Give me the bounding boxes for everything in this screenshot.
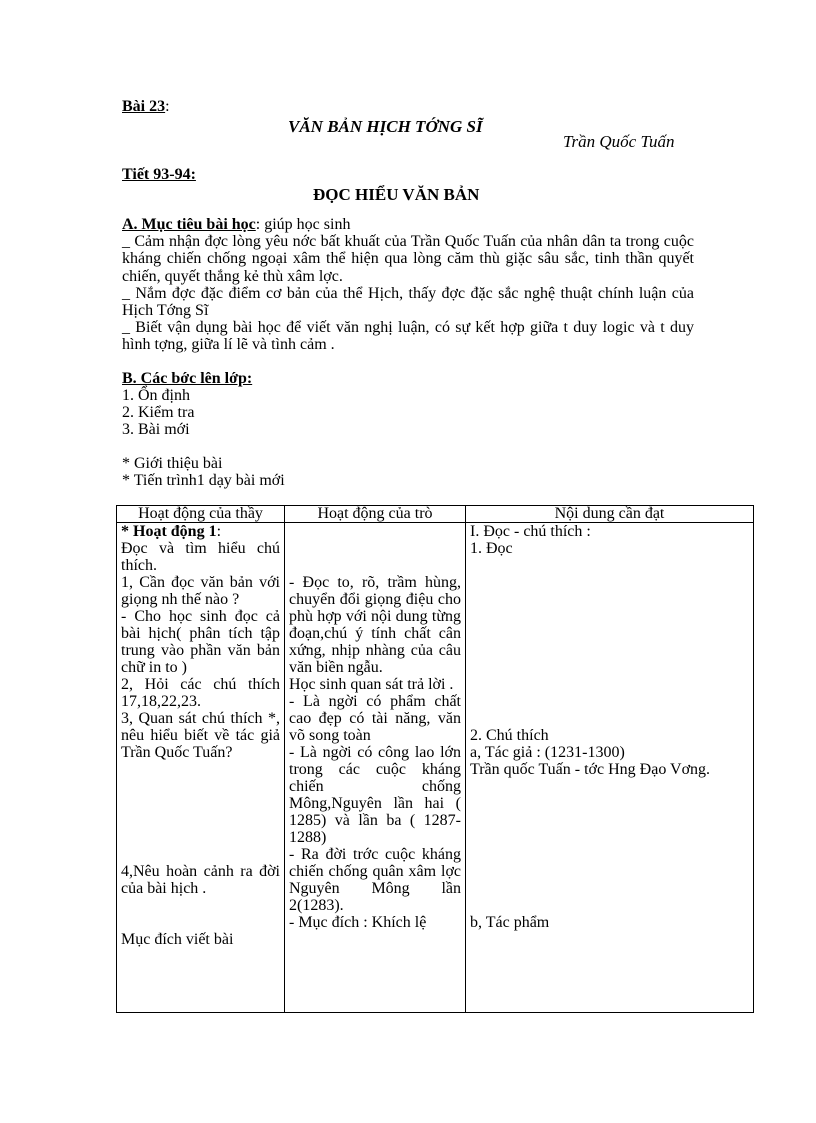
- student-line: - Ra đời trớc cuộc kháng chiến chống quân xâm lợc Nguyên Mông lần 2(1283).: [289, 846, 461, 914]
- objective-1: _ Cảm nhận đợc lòng yêu nớc bất khuất của Trần Quốc Tuấn của nhân dân ta trong cuộc kháng chiến chống ngoại xâm thể hiện qua lòng căm thù giặc sâu sắc, tinh thần quyết chiến, quyết thắng kẻ thù xâm lợc.: [122, 233, 694, 285]
- content-line: 1. Đọc: [470, 540, 513, 557]
- content-line: 2. Chú thích: [470, 727, 549, 744]
- note-2: * Tiến trình1 dạy bài mới: [122, 472, 285, 489]
- content-line: a, Tác giả : (1231-1300): [470, 744, 625, 761]
- objective-3: _ Biết vận dụng bài học để viết văn nghị luận, có sự kết hợp giữa t duy logic và t duy hình tợng, giữa lí lẽ và tình cảm .: [122, 319, 694, 354]
- section-b-heading: B. Các bớc lên lớp:: [122, 370, 253, 387]
- student-line: - Mục đích : Khích lệ: [289, 914, 427, 931]
- activity-table: [116, 505, 754, 1013]
- teacher-line: 3, Quan sát chú thích *, nêu hiểu biết về tác giả Trần Quốc Tuấn?: [121, 710, 280, 761]
- student-line: Học sinh quan sát trả lời .: [289, 676, 454, 693]
- content-line: Trần quốc Tuấn - tớc Hng Đạo Vơng.: [470, 761, 711, 778]
- period-label: Tiết 93-94:: [122, 166, 196, 183]
- student-line: - Là ngời có phẩm chất cao đẹp có tài năng, văn võ song toàn: [289, 693, 461, 744]
- activity-1-label: * Hoạt động 1:: [121, 523, 222, 540]
- subtitle: ĐỌC HIỂU VĂN BẢN: [313, 185, 480, 204]
- student-line: - Đọc to, rõ, trầm hùng, chuyển đổi giọng điệu cho phù hợp với nội dung từng đoạn,chú ý tính chất cân xứng, nhịp nhàng của câu văn biền ngẫu.: [289, 574, 461, 676]
- teacher-line: - Cho học sinh đọc cả bài hịch( phân tích tập trung vào phần văn bản chữ in to ): [121, 608, 280, 676]
- teacher-line: 2, Hỏi các chú thích 17,18,22,23.: [121, 676, 280, 710]
- header-content: Nội dung cần đạt: [466, 506, 754, 523]
- step-1: 1. Ổn định: [122, 387, 190, 404]
- student-cell: [285, 523, 466, 1013]
- student-line: - Là ngời có công lao lớn trong các cuộc kháng chiến chống Mông,Nguyên lần hai ( 1285) và lần ba ( 1287-1288): [289, 744, 461, 846]
- header-student: Hoạt động của trò: [285, 506, 466, 523]
- teacher-cell: [117, 523, 285, 1013]
- note-1: * Giới thiệu bài: [122, 455, 223, 472]
- teacher-line: Đọc và tìm hiểu chú thích.: [121, 540, 280, 574]
- step-3: 3. Bài mới: [122, 421, 190, 438]
- author-name: Trần Quốc Tuấn: [563, 132, 675, 151]
- lesson-number: Bài 23:: [122, 98, 170, 115]
- document-title: VĂN BẢN HỊCH TỚNG SĨ: [288, 117, 483, 136]
- content-cell: [466, 523, 754, 1013]
- content-line: I. Đọc - chú thích :: [470, 523, 591, 540]
- table-header-row: [117, 506, 754, 523]
- teacher-line: Mục đích viết bài: [121, 931, 234, 948]
- content-line: b, Tác phẩm: [470, 914, 550, 931]
- step-2: 2. Kiểm tra: [122, 404, 195, 421]
- teacher-line: 4,Nêu hoàn cảnh ra đời của bài hịch .: [121, 863, 280, 897]
- table-row: [117, 523, 754, 1013]
- header-teacher: Hoạt động của thầy: [117, 506, 285, 523]
- section-a-heading: A. Mục tiêu bài học: giúp học sinh: [122, 216, 351, 233]
- teacher-line: 1, Cần đọc văn bản với giọng nh thế nào ?: [121, 574, 280, 608]
- objective-2: _ Nắm đợc đặc điểm cơ bản của thể Hịch, thấy đợc đặc sắc nghệ thuật chính luận của Hịch Tớng Sĩ: [122, 285, 694, 320]
